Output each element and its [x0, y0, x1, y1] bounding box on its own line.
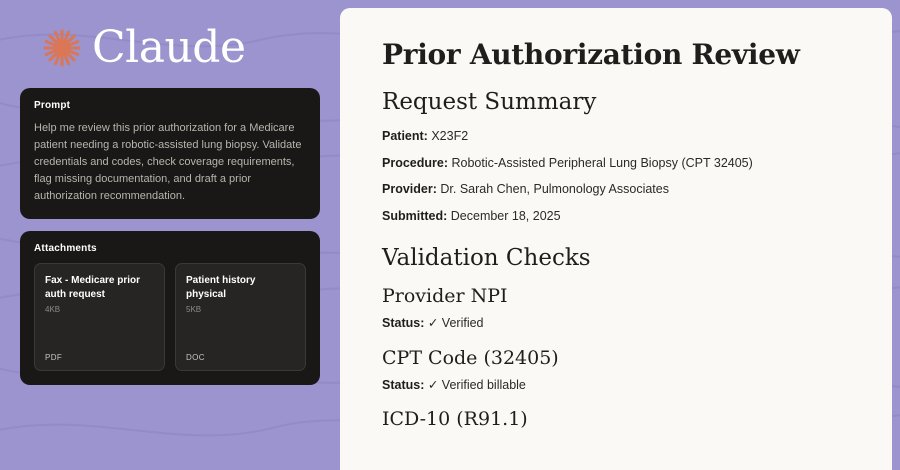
brand-name: Claude: [92, 22, 246, 73]
field-submitted: [382, 208, 852, 226]
check-status-label: Status:: [382, 377, 425, 392]
check-status-label: Status:: [382, 316, 425, 330]
field-submitted-label: Submitted:: [382, 208, 448, 223]
claude-starburst-icon: [42, 28, 82, 68]
check-status-value: ✓ Verified billable: [427, 377, 526, 392]
check-provider-npi-title: Provider NPI: [382, 285, 508, 307]
attachment-item[interactable]: [175, 263, 306, 371]
field-patient-value: X23F2: [431, 129, 469, 143]
check-cpt-code-status: [382, 377, 852, 395]
prompt-text: Help me review this prior authorization for a Medicare patient needing a robotic-assisted lung biopsy. Validate credentials and codes, check coverage requirements, flag missing documentation, and draft a prior authorization recommendation.: [34, 122, 302, 203]
request-summary-heading: Request Summary: [382, 89, 597, 115]
attachments-list: [34, 263, 306, 371]
attachment-size: 5KB: [186, 305, 202, 315]
prompt-card: [20, 88, 320, 219]
attachment-filetype: DOC: [186, 353, 205, 363]
field-patient: [382, 128, 852, 146]
sidebar: [0, 0, 340, 470]
check-icd10-title: ICD-10 (R91.1): [382, 408, 528, 430]
brand: [42, 22, 320, 73]
attachment-item[interactable]: [34, 263, 165, 371]
document-panel: [340, 8, 892, 470]
field-procedure-label: Procedure:: [382, 155, 448, 170]
validation-checks-heading: Validation Checks: [382, 245, 591, 271]
field-procedure: [382, 155, 852, 173]
field-provider-value: Dr. Sarah Chen, Pulmonology Associates: [440, 182, 669, 196]
attachments-card-title: Attachments: [34, 243, 97, 255]
attachment-filetype: PDF: [45, 353, 63, 363]
field-patient-label: Patient:: [382, 129, 428, 143]
field-provider-label: Provider:: [382, 182, 437, 196]
check-provider-npi-status: [382, 315, 852, 333]
field-procedure-value: Robotic-Assisted Peripheral Lung Biopsy (CPT 32405): [451, 155, 753, 170]
attachments-card: [20, 231, 320, 385]
check-status-value: ✓ Verified: [427, 316, 484, 330]
attachment-size: 4KB: [45, 305, 61, 315]
field-submitted-value: December 18, 2025: [450, 208, 561, 223]
page-title: Prior Authorization Review: [382, 38, 800, 71]
attachment-name: Patient history physical: [186, 275, 256, 300]
prompt-card-title: Prompt: [34, 100, 71, 111]
attachment-name: Fax - Medicare prior auth request: [45, 275, 141, 300]
check-cpt-code-title: CPT Code (32405): [382, 346, 559, 369]
field-provider: [382, 181, 852, 199]
